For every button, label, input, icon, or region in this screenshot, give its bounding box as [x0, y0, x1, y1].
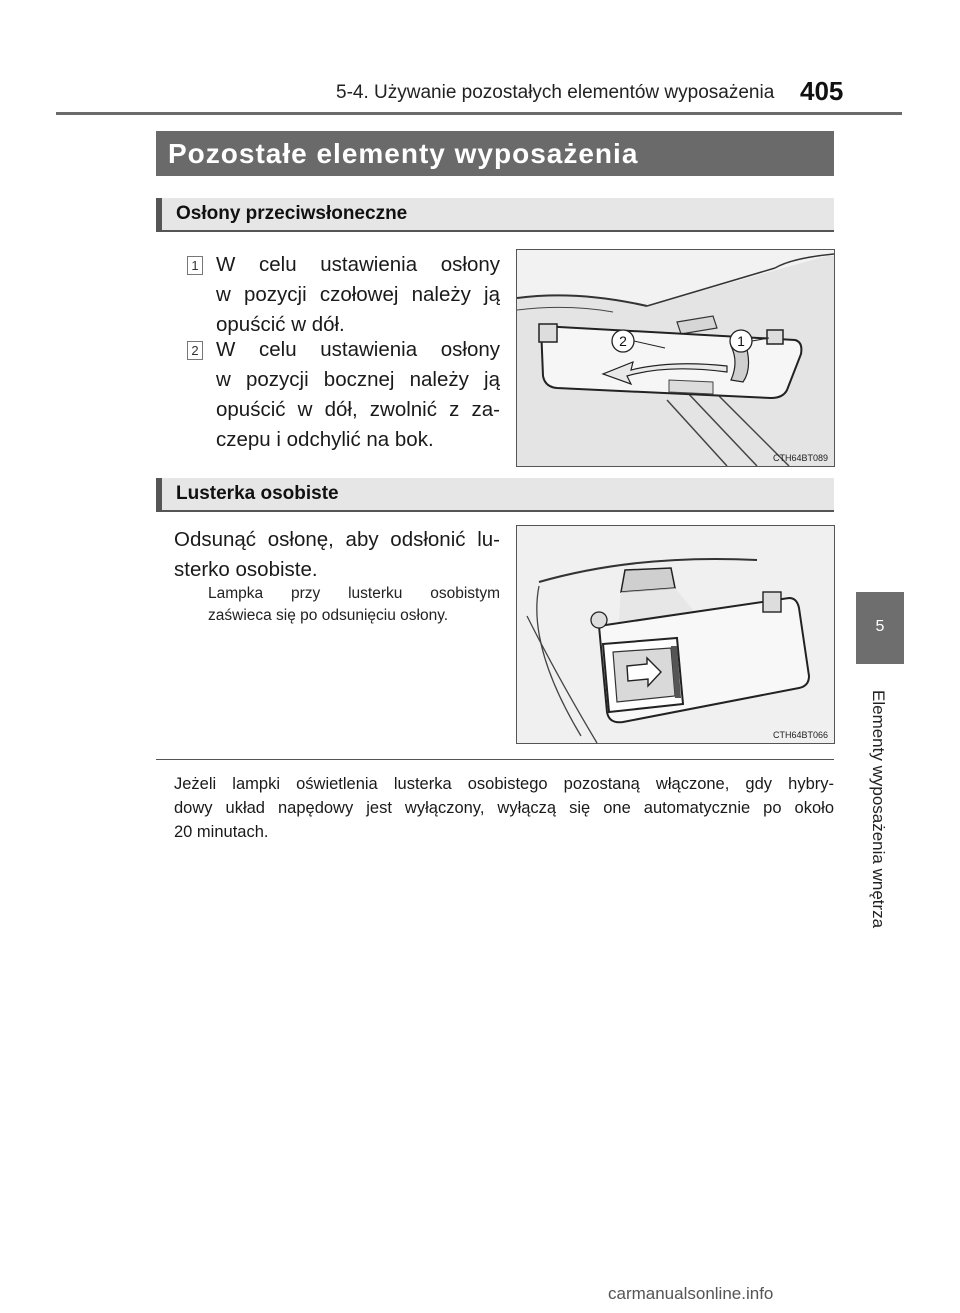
chapter-tab — [856, 592, 904, 664]
auto-off-note — [174, 772, 834, 844]
running-header-title: 5-4. Używanie pozostałych elementów wyposażenia — [336, 82, 775, 103]
main-heading: Pozostałe elementy wyposażenia — [156, 131, 834, 176]
note-divider — [156, 759, 834, 760]
callout-2: 2 — [619, 333, 627, 349]
vanity-mirror-text — [174, 525, 500, 585]
figure-code-1: CTH64BT089 — [772, 453, 828, 463]
vanity-lamp-note — [208, 583, 500, 627]
step-1-line-3: opuścić w dół. — [216, 313, 345, 336]
page-number: 405 — [800, 76, 844, 106]
step-2-line-2: w pozycji bocznej należy ją — [216, 368, 500, 391]
step-2-line-4: czepu i odchylić na bok. — [216, 428, 434, 451]
vanity-line-1: Odsunąć osłonę, aby odsłonić lu- — [174, 528, 500, 551]
step-number-2: 2 — [187, 341, 203, 360]
step-1-line-2: w pozycji czołowej należy ją — [216, 283, 500, 306]
sun-visor-figure — [516, 249, 835, 467]
note-line-3: 20 minutach. — [174, 823, 269, 841]
chapter-tab-label: Elementy wyposażenia wnętrza — [869, 690, 888, 929]
step-2-line-1: W celu ustawienia osłony — [216, 338, 500, 361]
watermark: carmanualsonline.info — [608, 1284, 774, 1303]
sun-visor-illustration — [517, 250, 834, 466]
vanity-lamp-line-2: zaświeca się po odsunięciu osłony. — [208, 607, 449, 624]
header-divider — [56, 112, 902, 115]
step-1-line-1: W celu ustawienia osłony — [216, 253, 500, 276]
section-heading-sun-visors: Osłony przeciwsłoneczne — [156, 198, 834, 232]
step-2-text — [216, 335, 500, 455]
vanity-mirror-figure — [516, 525, 835, 744]
step-2-line-3: opuścić w dół, zwolnić z za- — [216, 398, 500, 421]
vanity-mirror-illustration — [517, 526, 834, 743]
step-1-text — [216, 250, 500, 340]
note-line-1: Jeżeli lampki oświetlenia lusterka osobistego pozostaną włączone, gdy hybry- — [174, 775, 834, 793]
callout-1: 1 — [737, 333, 745, 349]
vanity-lamp-line-1: Lampka przy lusterku osobistym — [208, 585, 500, 602]
chapter-tab-number: 5 — [875, 618, 885, 635]
step-number-1: 1 — [187, 256, 203, 275]
section-heading-vanity-mirrors: Lusterka osobiste — [156, 478, 834, 512]
vanity-line-2: sterko osobiste. — [174, 558, 318, 581]
figure-code-2: CTH64BT066 — [772, 730, 828, 740]
note-line-2: dowy układ napędowy jest wyłączony, wyłączą się one automatycznie po około — [174, 799, 834, 817]
